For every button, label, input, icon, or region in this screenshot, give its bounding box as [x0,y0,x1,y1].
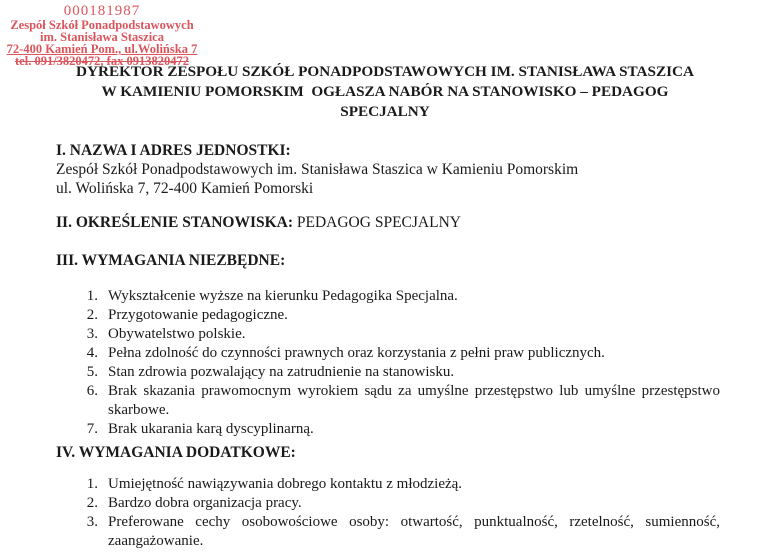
required-list [80,287,720,439]
section-position [56,213,461,232]
list-item: 5. Stan zdrowia pozwalający na zatrudnienie na stanowisku. [86,364,455,380]
position-value: PEDAGOG SPECJALNY [293,214,461,231]
section-required-heading: III. WYMAGANIA NIEZBĘDNE: [56,252,286,269]
school-stamp [2,4,202,67]
list-item: 3. Preferowane cechy osobowościowe osoby: otwartość, punktualność, rzetelność, sumienność, zaangażowanie. [86,514,720,549]
unit-name: Zespół Szkół Ponadpodstawowych im. Stanisława Staszica w Kamieniu Pomorskim [56,161,579,178]
unit-address: ul. Wolińska 7, 72-400 Kamień Pomorski [56,180,314,197]
list-item: 1. Wykształcenie wyższe na kierunku Pedagogika Specjalna. [86,288,458,304]
title-line-1: DYREKTOR ZESPOŁU SZKÓŁ PONADPODSTAWOWYCH IM. STANISŁAWA STASZICA [76,63,694,80]
list-item: 2. Przygotowanie pedagogiczne. [86,307,288,323]
title-line-2: W KAMIENIU POMORSKIM OGŁASZA NABÓR NA STANOWISKO – PEDAGOG [101,83,669,100]
additional-list [80,475,720,551]
section-unit [56,141,578,198]
list-item: 1. Umiejętność nawiązywania dobrego kontaktu z młodzieżą. [86,476,463,492]
stamp-line-4: tel. 091/3820472, fax 0913820472 [15,54,189,68]
list-item: 3. Obywatelstwo polskie. [86,326,246,342]
list-item: 7. Brak ukarania karą dyscyplinarną. [86,421,314,437]
stamp-line-3: 72-400 Kamień Pom., ul.Wolińska 7 [6,42,198,56]
stamp-line-2: im. Stanisława Staszica [40,30,164,44]
list-item: 4. Pełna zdolność do czynności prawnych oraz korzystania z pełni praw publicznych. [86,345,605,361]
section-additional-heading: IV. WYMAGANIA DODATKOWE: [56,444,296,461]
section-unit-heading: I. NAZWA I ADRES JEDNOSTKI: [56,142,291,159]
title-line-3: SPECJALNY [340,103,430,120]
list-item: 2. Bardzo dobra organizacja pracy. [86,495,302,511]
document-title [40,62,730,122]
section-position-heading: II. OKREŚLENIE STANOWISKA: [56,214,294,231]
list-item: 6. Brak skazania prawomocnym wyrokiem sądu za umyślne przestępstwo lub umyślne przestępstwo skarbowe. [86,383,720,418]
stamp-number: 000181987 [63,3,141,19]
stamp-line-1: Zespół Szkół Ponadpodstawowych [10,18,194,32]
